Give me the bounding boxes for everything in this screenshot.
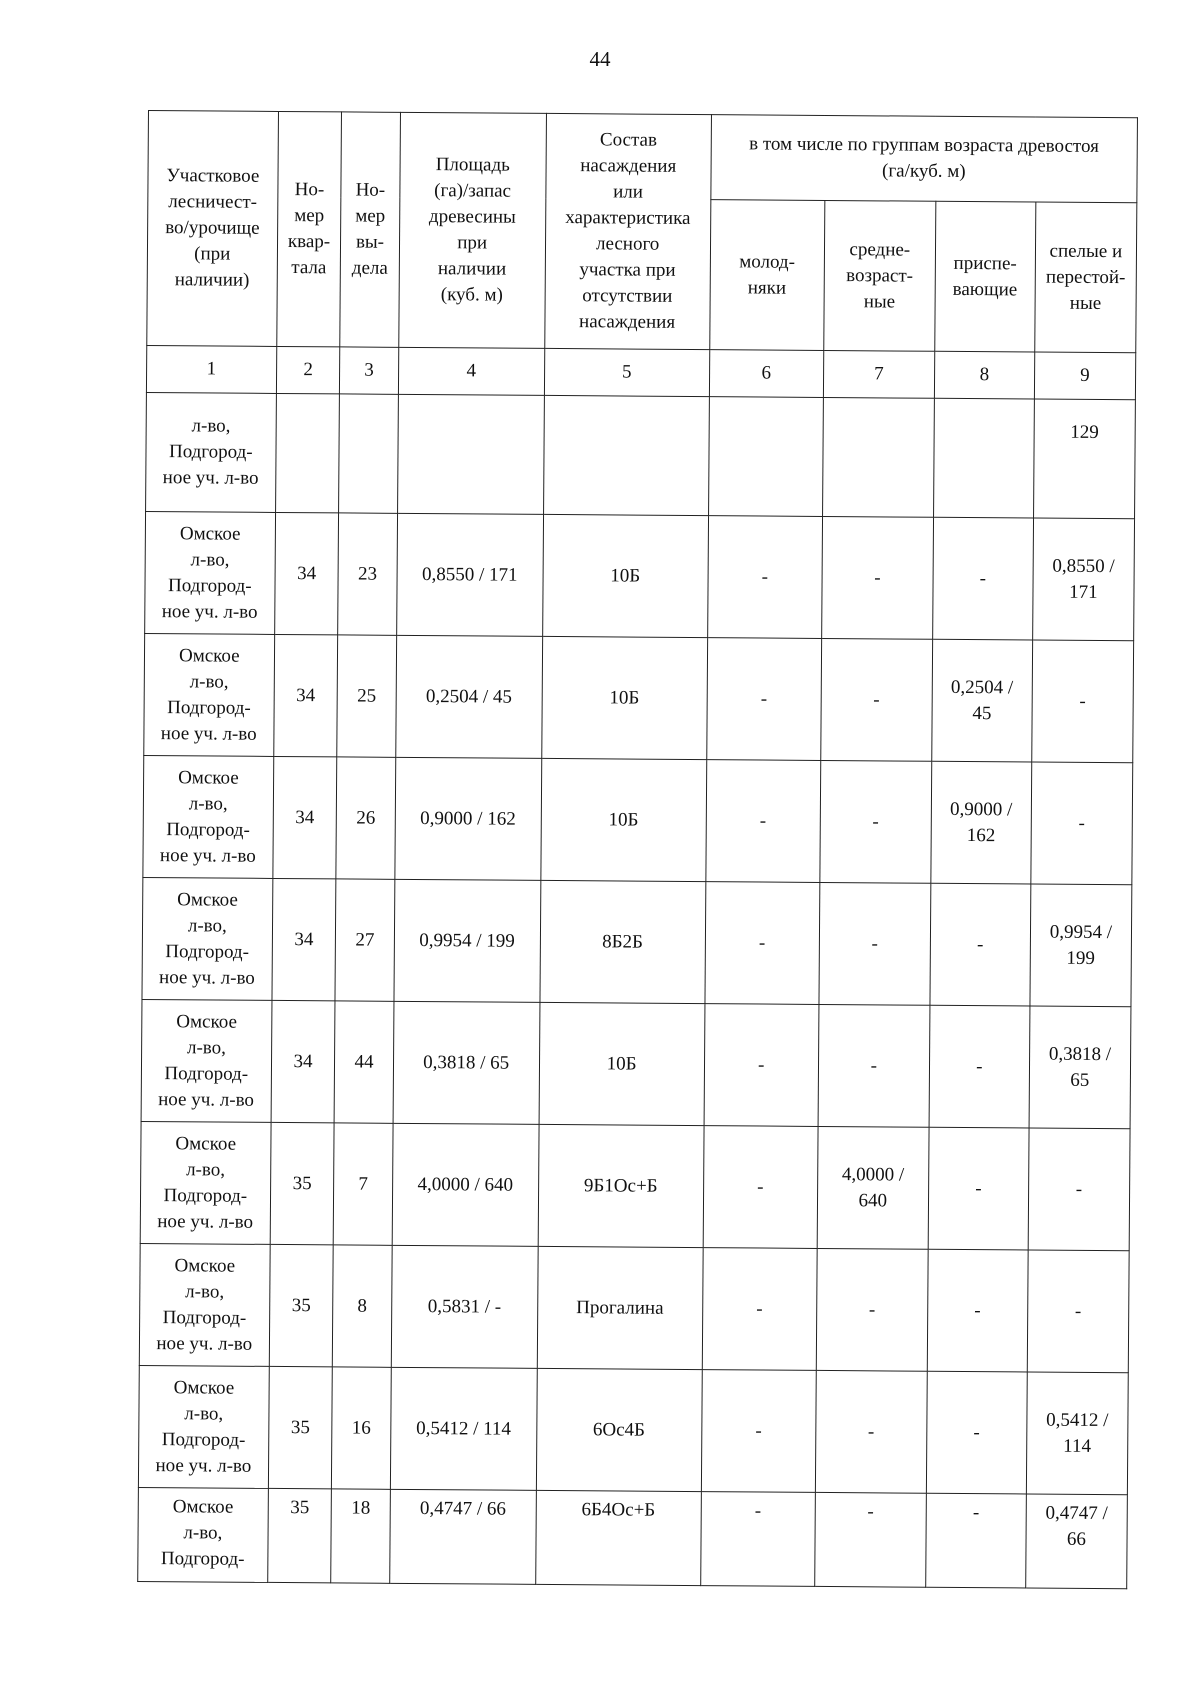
cell-text-line: ное уч. л-во — [156, 1332, 253, 1355]
cell-mature: - — [1032, 640, 1134, 763]
cell-text-line: в том числе по группам возраста древостоя — [749, 133, 1099, 157]
cell-section: 23 — [338, 513, 397, 635]
cell-middle: - — [815, 1492, 927, 1587]
cell-maturing — [933, 398, 1034, 518]
cell-text-line: ное уч. л-во — [162, 467, 259, 489]
cell-text-line: Подгород- — [164, 1062, 249, 1085]
cell-text-line: л-во, — [190, 548, 230, 571]
cell-young: - — [706, 638, 821, 761]
cell-young: - — [701, 1370, 816, 1493]
cell-text-line: л-во, — [185, 1280, 225, 1303]
cell-young: - — [704, 1004, 819, 1127]
cell-text-line: Омское — [172, 1496, 234, 1518]
cell-quarter: 34 — [272, 878, 337, 1000]
cell-text-line: л-во, — [183, 1522, 223, 1544]
cell-text-line: 45 — [972, 702, 992, 724]
cell-text-line: Подгород- — [168, 441, 253, 463]
cell-text-line: мер — [294, 205, 325, 227]
cell-text-line: (при — [194, 243, 231, 265]
cell-text-line: (га)/запас — [434, 180, 512, 202]
cell-mature — [1029, 1006, 1131, 1129]
cell-text-line: вающие — [952, 278, 1018, 300]
cell-section: 7 — [334, 1123, 393, 1245]
cell-text-line: древесины — [428, 206, 516, 228]
table-row — [140, 1121, 1130, 1250]
cell-text-line: 0,9000 / — [949, 798, 1013, 820]
cell-mature — [1032, 518, 1134, 641]
cell-composition: 10Б — [539, 1002, 705, 1125]
cell-text-line: насаждения — [580, 155, 677, 177]
cell-maturing: - — [927, 1249, 1028, 1372]
cell-composition: Прогалина — [537, 1246, 703, 1369]
column-number: 3 — [340, 347, 399, 394]
cell-text-line: ное уч. л-во — [159, 844, 256, 867]
cell-text-line: молод- — [739, 250, 796, 273]
cell-text-line: Омское — [178, 644, 240, 667]
cell-section: 8 — [333, 1245, 392, 1367]
cell-text-line: л-во, — [191, 415, 231, 437]
cell-text-line: Подгород- — [167, 574, 252, 597]
cell-young: - — [705, 882, 820, 1005]
column-number: 4 — [398, 347, 544, 395]
header-section-number — [340, 112, 400, 347]
cell-middle — [822, 397, 934, 517]
cell-composition: 6Ос4Б — [536, 1368, 702, 1491]
cell-section: 26 — [336, 757, 395, 879]
cell-text-line: при — [457, 232, 488, 254]
cell-text-line: перестой- — [1045, 266, 1126, 288]
cell-text-line: квар- — [287, 231, 331, 253]
cell-composition — [543, 395, 709, 515]
table-row — [139, 1243, 1129, 1372]
cell-text-line: Подгород- — [163, 1184, 248, 1207]
cell-composition: 6Б4Ос+Б — [535, 1490, 700, 1585]
cell-forestry — [143, 755, 274, 878]
cell-middle: - — [816, 1248, 928, 1371]
cell-text-line: 640 — [858, 1189, 888, 1211]
cell-text-line: ное уч. л-во — [158, 1088, 255, 1111]
cell-quarter: 34 — [273, 634, 338, 756]
cell-quarter: 34 — [273, 756, 338, 878]
cell-text-line: Омское — [173, 1376, 235, 1399]
cell-area: 0,3818 / 65 — [393, 1001, 540, 1124]
cell-composition: 10Б — [542, 636, 708, 759]
cell-text-line: 0,8550 / — [1052, 555, 1115, 577]
cell-text-line: Омское — [179, 522, 241, 545]
cell-quarter: 35 — [267, 1488, 331, 1582]
cell-quarter: 35 — [270, 1122, 335, 1244]
cell-middle: - — [820, 760, 932, 883]
column-number: 5 — [544, 348, 709, 396]
cell-area — [397, 394, 544, 514]
cell-mature: 129 — [1033, 399, 1135, 519]
cell-text-line: ные — [1069, 292, 1102, 314]
table-row — [145, 511, 1135, 640]
table-row — [141, 999, 1131, 1128]
cell-text-line: наличии) — [174, 269, 250, 291]
cell-composition: 10Б — [542, 514, 708, 637]
cell-text-line: 0,9954 / — [1049, 921, 1113, 943]
cell-young — [708, 397, 823, 517]
cell-text-line: л-во, — [188, 792, 228, 815]
cell-text-line: ное уч. л-во — [161, 600, 258, 623]
cell-middle: - — [819, 882, 931, 1005]
column-number: 6 — [709, 350, 824, 398]
cell-young: - — [705, 760, 820, 883]
table-row — [144, 633, 1134, 762]
cell-text-line: возраст- — [846, 264, 914, 287]
cell-maturing: - — [930, 883, 1031, 1006]
cell-text-line: наличии — [437, 258, 507, 280]
cell-section: 16 — [332, 1367, 391, 1489]
cell-forestry — [138, 1365, 269, 1488]
cell-maturing: - — [928, 1127, 1029, 1250]
cell-text-line: л-во, — [186, 1158, 226, 1181]
cell-text-line: (куб. м) — [440, 284, 503, 306]
cell-quarter — [275, 393, 340, 512]
cell-text-line: 66 — [1066, 1528, 1087, 1550]
cell-maturing — [932, 639, 1033, 762]
cell-quarter: 34 — [274, 512, 339, 634]
cell-maturing — [931, 761, 1032, 884]
cell-forestry — [139, 1243, 270, 1366]
page-number: 44 — [589, 47, 611, 71]
cell-forestry — [141, 999, 272, 1122]
cell-text-line: Омское — [174, 1254, 236, 1277]
header-forestry — [147, 111, 278, 347]
cell-young: - — [703, 1126, 818, 1249]
column-number: 8 — [934, 351, 1034, 399]
cell-text-line: Подгород- — [161, 1428, 246, 1451]
cell-quarter: 35 — [269, 1244, 334, 1366]
cell-quarter: 34 — [271, 1000, 336, 1122]
cell-text-line: насаждения — [579, 311, 676, 333]
cell-forestry — [140, 1121, 271, 1244]
cell-mature: - — [1027, 1250, 1129, 1373]
cell-text-line: (га/куб. м) — [881, 160, 966, 182]
table-row — [142, 877, 1132, 1006]
cell-text-line: ное уч. л-во — [158, 966, 255, 989]
column-number: 1 — [146, 345, 276, 393]
cell-area: 0,8550 / 171 — [396, 513, 543, 636]
cell-young: - — [707, 516, 822, 639]
cell-quarter: 35 — [268, 1366, 333, 1488]
continuation-row — [146, 392, 1136, 518]
cell-text-line: 0,5412 / — [1046, 1409, 1109, 1431]
cell-mature — [1025, 1494, 1127, 1589]
cell-text-line: вы- — [355, 231, 385, 253]
cell-text-line: 0,2504 / — [950, 676, 1014, 698]
cell-text-line: Омское — [176, 1010, 238, 1033]
header-composition — [545, 113, 712, 349]
cell-maturing: - — [926, 1371, 1027, 1494]
cell-section: 25 — [337, 635, 396, 757]
table-header-row — [148, 111, 1138, 203]
cell-mature — [1030, 884, 1132, 1007]
cell-text-line: Омское — [175, 1132, 237, 1155]
cell-text-line: ное уч. л-во — [157, 1210, 254, 1233]
cell-text-line: спелые и — [1049, 240, 1123, 262]
header-mature-overmature — [1035, 202, 1137, 353]
cell-forestry — [144, 633, 275, 756]
cell-text-line: 65 — [1070, 1069, 1090, 1091]
header-age-groups — [710, 115, 1137, 203]
cell-middle: - — [815, 1370, 927, 1493]
cell-text-line: л-во, — [184, 1402, 224, 1425]
cell-composition: 8Б2Б — [540, 880, 706, 1003]
cell-text-line: 4,0000 / — [841, 1163, 905, 1186]
forest-plots-table — [137, 110, 1138, 1589]
header-quarter-number — [276, 111, 341, 346]
cell-section: 18 — [331, 1489, 390, 1583]
cell-mature: - — [1031, 762, 1133, 885]
cell-text-line: 0,4747 / — [1045, 1502, 1108, 1525]
cell-mature: - — [1028, 1128, 1130, 1251]
cell-text-line: няки — [747, 276, 787, 299]
cell-forestry — [142, 877, 273, 1000]
cell-text-line: 0,3818 / — [1048, 1043, 1112, 1065]
header-maturing — [935, 201, 1036, 352]
cell-text-line: 199 — [1066, 947, 1096, 969]
cell-area: 0,5412 / 114 — [390, 1367, 537, 1490]
header-area-volume — [398, 112, 546, 348]
cell-text-line: л-во, — [187, 914, 227, 937]
cell-text-line: Омское — [177, 888, 238, 911]
cell-text-line: 171 — [1069, 581, 1098, 603]
cell-text-line: участка при — [579, 259, 676, 281]
cell-text-line: Участковое — [166, 165, 260, 187]
cell-text-line: Подгород- — [165, 940, 250, 963]
cell-text-line: дела — [351, 257, 388, 279]
cell-text-line: отсутствии — [582, 285, 673, 307]
cell-middle: - — [818, 1004, 930, 1127]
header-middle-aged — [824, 200, 936, 351]
cell-section — [339, 394, 398, 513]
header-young — [709, 200, 824, 351]
cell-text-line: ные — [863, 290, 896, 312]
cell-middle: - — [821, 638, 933, 761]
cell-text-line: Состав — [599, 129, 658, 151]
cell-text-line: л-во, — [186, 1036, 226, 1059]
cell-text-line: Но- — [355, 179, 386, 201]
cell-middle: - — [821, 516, 933, 639]
cell-text-line: л-во, — [189, 670, 229, 693]
cell-text-line: характеристика — [565, 207, 691, 229]
column-number: 2 — [276, 346, 340, 393]
cell-text-line: Подгород- — [160, 1548, 245, 1570]
cell-section: 44 — [334, 1001, 393, 1123]
cell-text-line: мер — [355, 205, 386, 227]
cell-text-line: тала — [291, 257, 327, 279]
cell-forestry — [145, 511, 276, 634]
cell-mature — [1026, 1372, 1128, 1495]
cell-forestry — [146, 392, 277, 512]
cell-maturing: - — [929, 1005, 1030, 1128]
column-number: 7 — [823, 350, 934, 398]
table-row — [138, 1365, 1128, 1494]
cell-text-line: Подгород- — [167, 696, 251, 719]
cell-middle — [817, 1126, 929, 1249]
cell-area: 0,4747 / 66 — [389, 1489, 536, 1584]
cell-area: 4,0000 / 640 — [392, 1123, 539, 1246]
cell-text-line: лесного — [595, 233, 660, 255]
cell-area: 0,5831 / - — [391, 1245, 538, 1368]
cell-text-line: 114 — [1063, 1435, 1092, 1457]
cell-young: - — [702, 1248, 817, 1371]
column-number: 9 — [1034, 352, 1136, 400]
cell-text-line: 162 — [966, 824, 996, 846]
cell-area: 0,9000 / 162 — [394, 757, 541, 880]
cell-text-line: или — [613, 181, 644, 203]
cell-composition: 9Б1Ос+Б — [538, 1124, 704, 1247]
cell-text-line: лесничест- — [168, 191, 258, 213]
cell-area: 0,9954 / 199 — [394, 879, 541, 1002]
cell-text-line: приспе- — [953, 252, 1017, 274]
cell-text-line: Но- — [294, 179, 325, 201]
cell-section: 27 — [335, 879, 394, 1001]
cell-text-line: Подгород- — [162, 1306, 247, 1329]
cell-forestry — [138, 1487, 268, 1582]
cell-text-line: во/урочище — [165, 217, 260, 239]
table-row — [143, 755, 1133, 884]
column-number-row — [146, 345, 1135, 399]
cell-text-line: ное уч. л-во — [155, 1454, 252, 1477]
cell-area: 0,2504 / 45 — [395, 635, 542, 758]
cell-text-line: Площадь — [435, 154, 510, 176]
table-row-partial — [138, 1487, 1128, 1588]
cell-composition: 10Б — [541, 758, 707, 881]
cell-young: - — [700, 1492, 815, 1587]
cell-text-line: ное уч. л-во — [160, 722, 257, 745]
cell-maturing: - — [932, 517, 1033, 640]
cell-text-line: средне- — [849, 238, 911, 261]
cell-text-line: Омское — [178, 766, 239, 789]
cell-maturing: - — [925, 1493, 1026, 1588]
cell-text-line: Подгород- — [166, 818, 250, 841]
